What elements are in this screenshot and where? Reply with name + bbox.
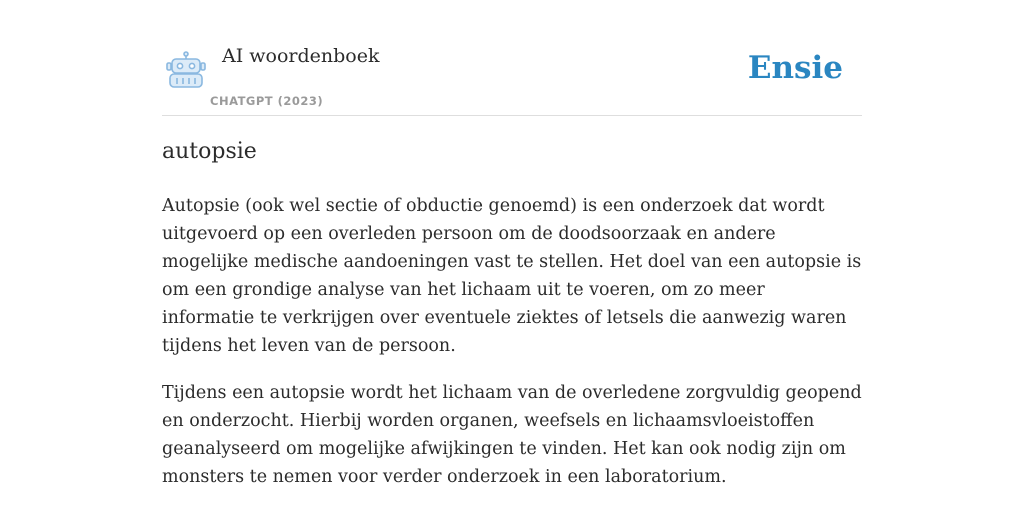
robot-icon xyxy=(165,51,207,91)
ensie-logo-link[interactable]: Ensie xyxy=(747,50,843,86)
entry-body xyxy=(162,192,862,510)
source-subtitle: CHATGPT (2023) xyxy=(210,94,324,108)
page-content xyxy=(162,0,862,487)
entry-term: autopsie xyxy=(162,139,257,164)
source-title: AI woordenboek xyxy=(222,45,380,67)
entry-paragraph: Autopsie (ook wel sectie of obductie genoemd) is een onderzoek dat wordt uitgevoerd op een overleden persoon om de doodsoorzaak en andere mogelijke medische aandoeningen vast te stellen. Het doel van een autopsie is om een grondige analyse van het lichaam uit te voeren, om zo meer informatie te verkrijgen over eventuele ziektes of letsels die aanwezig waren tijdens het leven van de persoon. xyxy=(162,196,862,356)
entry-header xyxy=(162,0,862,116)
entry-paragraph: Tijdens een autopsie wordt het lichaam van de overledene zorgvuldig geopend en onderzocht. Hierbij worden organen, weefsels en lichaamsvloeistoffen geanalyseerd om mogelijke afwijkingen te vinden. Het kan ook nodig zijn om monsters te nemen voor verder onderzoek in een laboratorium. xyxy=(162,383,862,487)
